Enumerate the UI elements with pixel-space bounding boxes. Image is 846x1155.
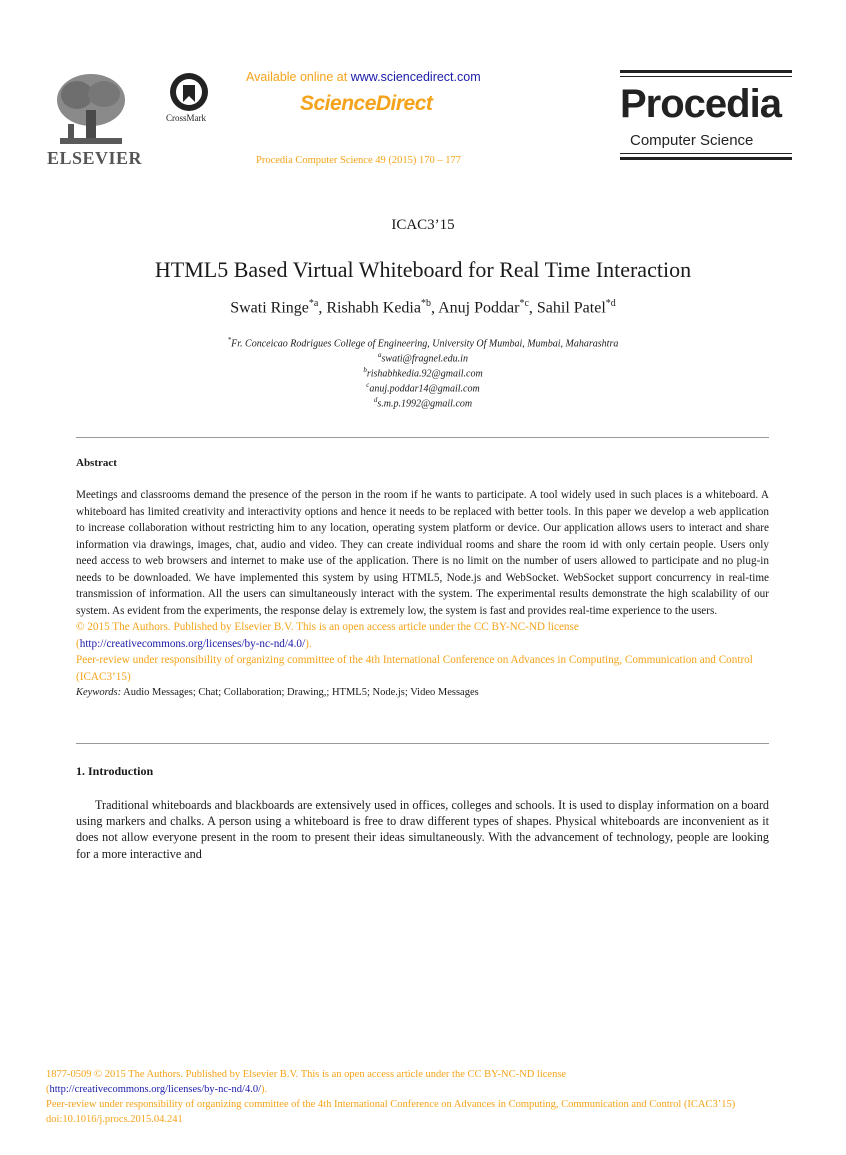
author-name: Anuj Poddar: [438, 299, 520, 317]
introduction-section: [76, 797, 769, 862]
footer-license-link[interactable]: http://creativecommons.org/licenses/by-nc-nd/4.0/: [49, 1084, 262, 1095]
sciencedirect-link[interactable]: www.sciencedirect.com: [350, 70, 481, 84]
email-marker: a: [378, 351, 382, 359]
footer-doi[interactable]: doi:10.1016/j.procs.2015.04.241: [46, 1114, 183, 1125]
author-marker: *d: [605, 298, 616, 309]
available-online-line: [246, 70, 481, 84]
conference-name: ICAC3’15: [391, 217, 455, 233]
keywords-list: Audio Messages; Chat; Collaboration; Drawing,; HTML5; Node.js; Video Messages: [121, 687, 479, 698]
email-text[interactable]: anuj.poddar14@gmail.com: [369, 383, 480, 395]
author-name: Swati Ringe: [230, 299, 309, 317]
footer-license-close: ).: [261, 1084, 268, 1095]
elsevier-wordmark: ELSEVIER: [47, 148, 143, 168]
affiliation: [0, 336, 846, 349]
email-marker: c: [366, 381, 370, 389]
author-email: [0, 366, 846, 379]
affiliation-marker: *: [227, 336, 232, 344]
footer-notice: [46, 1067, 786, 1127]
paper-title: HTML5 Based Virtual Whiteboard for Real Time Interaction: [154, 257, 692, 282]
license-close: ).: [305, 637, 312, 650]
email-marker: d: [373, 396, 378, 404]
available-prefix: Available online at: [246, 70, 351, 84]
author-list: [0, 298, 846, 317]
author-email: [0, 396, 846, 409]
email-text[interactable]: rishabhkedia.92@gmail.com: [366, 368, 483, 380]
procedia-subtitle: Computer Science: [630, 132, 754, 149]
email-marker: b: [363, 366, 367, 374]
license-link[interactable]: http://creativecommons.org/licenses/by-nc-nd/4.0/: [79, 637, 306, 650]
introduction-text: Traditional whiteboards and blackboards are extensively used in offices, colleges and schools. It is used to display information on a board using markers and chalks. A person using a whiteboard is free to draw different types of shapes. Physical whiteboards are inconvenient as it does not allow everyone present in the room to present their ideas simultaneously. With the advancement of technology, people are looking for a more interactive and: [76, 798, 769, 861]
keywords: [76, 685, 769, 702]
footer-license-open: (: [46, 1084, 50, 1095]
license-text: © 2015 The Authors. Published by Elsevier B.V. This is an open access article under the CC BY-NC-ND license: [76, 621, 579, 633]
abstract-heading: Abstract: [76, 457, 117, 469]
journal-reference: Procedia Computer Science 49 (2015) 170 – 177: [256, 155, 461, 166]
abstract-license: [76, 619, 769, 685]
license-open: (: [76, 637, 80, 650]
crossmark-label: CrossMark: [166, 113, 206, 123]
footer-issn-line: 1877-0509 © 2015 The Authors. Published by Elsevier B.V. This is an open access article under the CC BY-NC-ND license: [46, 1069, 567, 1080]
keywords-label: Keywords:: [76, 687, 122, 698]
footer-peer-review: Peer-review under responsibility of organizing committee of the 4th International Conference on Advances in Computing, Communication and Control (ICAC3’15): [46, 1099, 736, 1110]
footer-license-line: [46, 1082, 786, 1097]
author-name: Sahil Patel: [536, 299, 606, 317]
affiliation-text: Fr. Conceicao Rodrigues College of Engineering, University Of Mumbai, Mumbai, Maharashtra: [231, 338, 619, 350]
sciencedirect-logo: ScienceDirect: [300, 92, 433, 115]
author-separator: ,: [430, 299, 439, 317]
author-marker: *c: [519, 298, 529, 309]
email-text[interactable]: swati@fragnel.edu.in: [381, 353, 468, 365]
procedia-top-rule: [620, 70, 792, 77]
author-separator: ,: [318, 299, 327, 317]
divider: [76, 743, 769, 744]
procedia-logo: Procedia: [620, 82, 781, 126]
author-marker: *a: [308, 298, 319, 309]
divider: [76, 437, 769, 438]
peer-review-text: Peer-review under responsibility of organizing committee of the 4th International Conference on Advances in Computing, Communication and Control (ICAC3’15): [76, 654, 753, 683]
crossmark-icon[interactable]: [169, 72, 209, 112]
procedia-bottom-rule: [620, 153, 792, 160]
author-separator: ,: [528, 299, 537, 317]
abstract-section: [76, 487, 769, 702]
author-name: Rishabh Kedia: [326, 299, 421, 317]
author-email: [0, 381, 846, 394]
section-heading-introduction: 1. Introduction: [76, 764, 154, 778]
author-email: [0, 351, 846, 364]
elsevier-tree-logo-icon: [52, 70, 130, 148]
author-marker: *b: [420, 298, 431, 309]
email-text[interactable]: s.m.p.1992@gmail.com: [377, 398, 473, 410]
abstract-text: Meetings and classrooms demand the presence of the person in the room if he wants to participate. A tool widely used in such places is a whiteboard. A whiteboard has limited creativity and interactivity options and hence it needs to be replaced with better tools. In this paper we develop a web application to increase collaboration without restricting him to any location, operating system platform or device. Our application allows users to interact and share information via drawings, images, chat, audio and video. They can create individual rooms and share the room id with only certain people. Users only need access to web browsers and internet to make use of the application. There is no limit on the number of users allowed to participate and no plug-in needs to be downloaded. We have implemented this system by using HTML5, Node.js and WebSocket. WebSocket support concurrency in real-time transmission of information. All the users can simultaneously interact with the system. The experimental results demonstrate the high scalability of our system. As evident from the experiments, the response delay is extremely low, the system is fast and provides real-time experience to the users.: [76, 489, 769, 617]
